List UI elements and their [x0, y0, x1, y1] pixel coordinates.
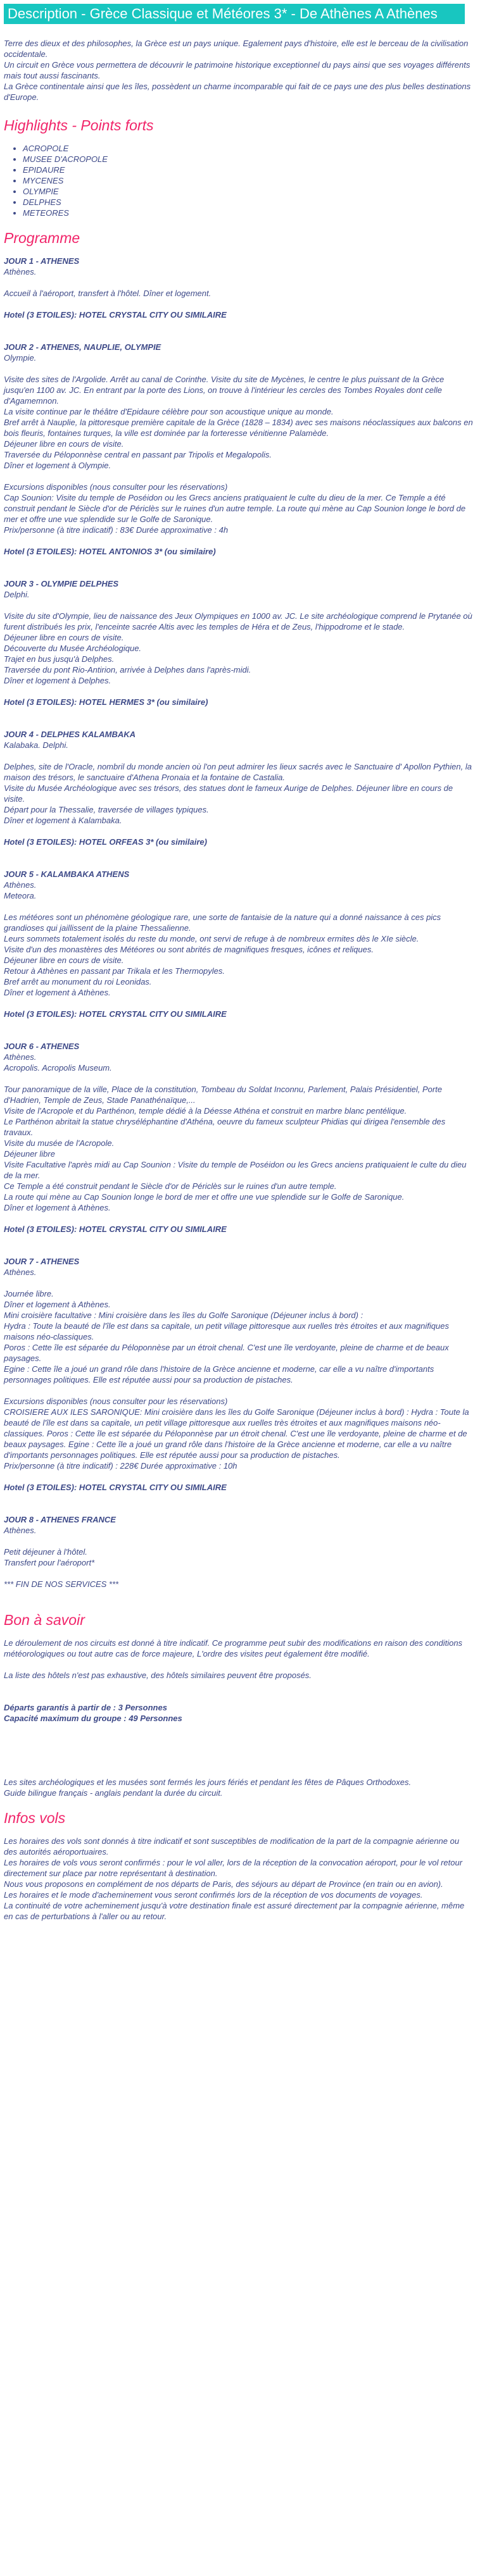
day-line: Transfert pour l'aéroport* [4, 1558, 95, 1567]
day-line: Bref arrêt au monument du roi Leonidas. [4, 977, 152, 986]
day-line: Déjeuner libre en cours de visite. [4, 633, 124, 642]
day-line: Dîner et logement à Athènes. [4, 1203, 111, 1212]
day-line [4, 998, 474, 1009]
day-line [4, 901, 474, 912]
day-line: Acropolis. Acropolis Museum. [4, 1063, 112, 1073]
day-line: Retour à Athènes en passant par Trikala et les Thermopyles. [4, 966, 225, 976]
day-line: Dîner et logement à Delphes. [4, 676, 111, 685]
day-line: Athènes. [4, 880, 37, 890]
day-line [4, 600, 474, 611]
highlight-item: • ACROPOLE [23, 143, 474, 154]
day-line: Trajet en bus jusqu'à Delphes. [4, 654, 115, 664]
highlights-list [4, 143, 474, 218]
highlight-item: • MYCENES [23, 175, 474, 186]
day-line: Egine : Cette île a joué un grand rôle dans l'histoire de la Grèce ancienne et moderne, car elle a vu naître d'importants personnages politiques. Elle est réputée aussi pour sa production de pistaches. [4, 1364, 434, 1384]
programme-day [4, 1256, 474, 1514]
day-line: Petit déjeuner à l'hôtel. [4, 1547, 87, 1557]
day-line [4, 1385, 474, 1396]
intro-paragraph: Un circuit en Grèce vous permettera de découvrir le patrimoine historique exceptionnel du pays ainsi que ses voyages différents mais tout aussi fascinants. [4, 60, 471, 80]
infos-vols-section [4, 1809, 474, 1922]
day-line: Kalabaka. Delphi. [4, 740, 68, 750]
highlight-item: • DELPHES [23, 197, 474, 208]
day-line: Déjeuner libre en cours de visite. [4, 955, 124, 965]
intro-paragraph: Terre des dieux et des philosophes, la Grèce est un pays unique. Egalement pays d'histoire, elle est le berceau de la civilisation occidentale. [4, 39, 469, 59]
page-title: Description - Grèce Classique et Météores 3* - De Athènes A Athènes [4, 4, 465, 24]
day-line: CROISIERE AUX ILES SARONIQUE: Mini croisière dans les îles du Golfe Saronique (Déjeuner inclus à bord) : Hydra : Toute la beauté de l'île est dans sa capitale, un petit village pittoresque aux ruelles très étroites et aux magnifiques maisons néo-classiques. Poros : Cette île est séparée du Péloponnèse par un étroit chenal. C'est une île verdoyante, pleine de charme et de beaux paysages. Egine : Cette île a joué un grand rôle dans l'histoire de la Grèce ancienne et moderne, car elle a vu naître d'importants personnages politiques. Elle est réputée aussi pour sa production de pistaches. [4, 1407, 469, 1460]
day-line: Les météores sont un phénomène géologique rare, une sorte de fantaisie de la nature qui a donné naissance à ces pics grandioses qui jaillissent de la plaine Thessalienne. [4, 912, 441, 933]
day-title: JOUR 6 - ATHENES [4, 1042, 80, 1051]
day-line: Delphes, site de l'Oracle, nombril du monde ancien où l'on peut admirer les lieux sacrés avec le Sanctuaire d' Apollon Pythien, la maison des trésors, le sanctuaire d'Athena Pronaia et la fontaine de Castalia. [4, 762, 472, 782]
day-line: Accueil à l'aéroport, transfert à l'hôtel. Dîner et logement. [4, 289, 212, 298]
day-line [4, 535, 474, 546]
day-title: JOUR 4 - DELPHES KALAMBAKA [4, 730, 136, 739]
programme-day [4, 729, 474, 869]
day-line: Athènes. [4, 1267, 37, 1277]
intro [4, 38, 474, 103]
day-line: Mini croisière facultative : Mini croisière dans les îles du Golfe Saronique (Déjeuner inclus à bord) : [4, 1310, 363, 1320]
highlights-section [4, 116, 474, 218]
day-line: Dîner et logement à Athènes. [4, 988, 111, 997]
programme-section [4, 229, 474, 1611]
day-title: JOUR 8 - ATHENES FRANCE [4, 1515, 116, 1524]
day-title: JOUR 2 - ATHENES, NAUPLIE, OLYMPIE [4, 342, 161, 352]
day-line [4, 826, 474, 837]
day-line: Leurs sommets totalement isolés du reste du monde, ont servi de refuge à de nombreux ermites dès le XIe siècle. [4, 934, 419, 943]
day-line: Déjeuner libre en cours de visite. [4, 439, 124, 449]
day-title: JOUR 3 - OLYMPIE DELPHES [4, 579, 119, 588]
highlight-item: • MUSEE D'ACROPOLE [23, 154, 474, 165]
day-line: Déjeuner libre [4, 1149, 55, 1159]
highlight-item: • OLYMPIE [23, 186, 474, 197]
infos-vols-paragraph: Les horaires et le mode d'acheminement vous seront confirmés lors de la réception de vos documents de voyages. [4, 1890, 423, 1900]
highlight-item: • EPIDAURE [23, 165, 474, 175]
programme-day [4, 256, 474, 342]
day-title: JOUR 7 - ATHENES [4, 1257, 80, 1266]
day-line: La route qui mène au Cap Sounion longe le bord de mer et offre une vue splendide sur le Golfe de Saronique. [4, 1192, 405, 1202]
day-line: Visite du site d'Olympie, lieu de naissance des Jeux Olympiques en 1000 av. JC. Le site archéologique comprend le Prytanée où furent distribués les prix, l'enceinte sacrée Altis avec les temples de Héra et de Zeus, l'hippodrome et le stade. [4, 611, 472, 632]
day-line: Delphi. [4, 590, 30, 599]
day-line: Excursions disponibles (nous consulter pour les réservations) [4, 482, 228, 492]
day-hotel: Hotel (3 ETOILES): HOTEL CRYSTAL CITY OU SIMILAIRE [4, 1224, 227, 1234]
programme-day [4, 342, 474, 578]
day-line: Visite d'un des monastères des Météores ou sont abrités de magnifiques fresques, icônes et reliques. [4, 945, 374, 954]
day-hotel: Hotel (3 ETOILES): HOTEL ORFEAS 3* (ou similaire) [4, 837, 207, 847]
programme-day [4, 1514, 474, 1611]
day-line: Athènes. [4, 1526, 37, 1535]
day-line: *** FIN DE NOS SERVICES *** [4, 1579, 119, 1589]
day-line [4, 1536, 474, 1546]
day-line: Hydra : Toute la beauté de l'île est dans sa capitale, un petit village pittoresque aux ruelles très étroites et aux magnifiques maisons néo-classiques. [4, 1321, 449, 1341]
day-line [4, 1568, 474, 1579]
departs-garantis: Départs garantis à partir de : 3 Personnes [4, 1703, 167, 1712]
capacite-maximum: Capacité maximum du groupe : 49 Personnes [4, 1714, 182, 1723]
infos-vols-paragraph: La continuité de votre acheminement jusqu'à votre destination finale est assuré directement par la compagnie aérienne, même en cas de perturbations à l'aller ou au retour. [4, 1901, 465, 1921]
programme-heading: Programme [4, 230, 80, 246]
intro-paragraph: La Grèce continentale ainsi que les îles, possèdent un charme incomparable qui fait de ce pays une des plus belles destinations d'Europe. [4, 82, 471, 102]
day-line: Bref arrêt à Nauplie, la pittoresque première capitale de la Grèce (1828 – 1834) avec ses maisons néoclassiques aux balcons en bois fleuris, fontaines turques, la ville est dominée par la forteresse vénitienne Palamède. [4, 418, 473, 438]
programme-day [4, 1041, 474, 1256]
highlights-heading: Highlights - Points forts [4, 117, 154, 134]
day-line: Athènes. [4, 1052, 37, 1062]
day-line: Visite des sites de l'Argolide. Arrêt au canal de Corinthe. Visite du site de Mycènes, le centre le plus puissant de la Grèce jusqu'en 1100 av. JC. En entrant par la porte des Lions, on trouve à l'intérieur les cercles des Tombes Royales dont celle d'Agamemnon. [4, 375, 445, 406]
day-line: Visite du Musée Archéologique avec ses trésors, des statues dont le fameux Aurige de Delphes. Déjeuner libre en cours de visite. [4, 783, 453, 804]
day-line [4, 299, 474, 309]
day-line: Cap Sounion: Visite du temple de Poséidon ou les Grecs anciens pratiquaient le culte du dieu de la mer. Ce Temple a été construit pendant le Siècle d'or de Périclès sur le ruines d'un autre temple. La route qui mène au Cap Sounion longe le bord de mer et offre une vue splendide sur le Golfe de Saronique. [4, 493, 466, 524]
day-line [4, 1213, 474, 1224]
bon-a-savoir-note: Les sites archéologiques et les musées sont fermés les jours fériés et pendant les fêtes de Pâques Orthodoxes. [4, 1777, 412, 1787]
day-hotel: Hotel (3 ETOILES): HOTEL HERMES 3* (ou similaire) [4, 697, 208, 707]
infos-vols-paragraph: Les horaires de vols vous seront confirmés : pour le vol aller, lors de la réception de la convocation aéroport, pour le vol retour directement sur place par notre représentant à destination. [4, 1858, 463, 1878]
day-line [4, 471, 474, 482]
day-line: Prix/personne (à titre indicatif) : 228€ Durée approximative : 10h [4, 1461, 237, 1471]
highlight-item: • METEORES [23, 208, 474, 218]
day-line: Dîner et logement à Athènes. [4, 1300, 111, 1309]
day-hotel: Hotel (3 ETOILES): HOTEL CRYSTAL CITY OU SIMILAIRE [4, 310, 227, 320]
day-line: Visite Facultative l'après midi au Cap Sounion : Visite du temple de Poséidon ou les Grecs anciens pratiquaient le culte du dieu de la mer. [4, 1160, 467, 1180]
day-line: Poros : Cette île est séparée du Péloponnèse par un étroit chenal. C'est une île verdoyante, pleine de charme et de beaux paysages. [4, 1343, 449, 1363]
day-title: JOUR 5 - KALAMBAKA ATHENS [4, 869, 130, 879]
programme-day [4, 578, 474, 729]
day-line [4, 750, 474, 761]
day-hotel: Hotel (3 ETOILES): HOTEL CRYSTAL CITY OU SIMILAIRE [4, 1483, 227, 1492]
programme-days [4, 256, 474, 1611]
programme-day [4, 869, 474, 1041]
day-hotel: Hotel (3 ETOILES): HOTEL CRYSTAL CITY OU SIMILAIRE [4, 1009, 227, 1019]
infos-vols-heading: Infos vols [4, 1810, 66, 1826]
day-line: Ce Temple a été construit pendant le Siècle d'or de Périclès sur le ruines d'un autre temple. [4, 1181, 337, 1191]
day-line: Le Parthénon abritait la statue chryséléphantine d'Athéna, oeuvre du fameux sculpteur Phidias qui dirigea l'ensemble des travaux. [4, 1117, 446, 1137]
day-line: Olympie. [4, 353, 37, 363]
day-line: Journée libre. [4, 1289, 54, 1298]
day-line: Dîner et logement à Olympie. [4, 461, 111, 470]
bon-a-savoir-note: Guide bilingue français - anglais pendant la durée du circuit. [4, 1788, 223, 1798]
infos-vols-paragraph: Nous vous proposons en complément de nos départs de Paris, des séjours au départ de Province (en train ou en avion). [4, 1879, 443, 1889]
day-line: Meteora. [4, 891, 37, 900]
day-line: Visite du musée de l'Acropole. [4, 1138, 115, 1148]
day-line [4, 363, 474, 374]
infos-vols-paragraph: Les horaires des vols sont donnés à titre indicatif et sont susceptibles de modification de la part de la compagnie aérienne ou des autorités aéroportuaires. [4, 1836, 460, 1857]
day-line: Athènes. [4, 267, 37, 277]
day-line [4, 1073, 474, 1084]
day-line [4, 686, 474, 697]
day-line: La visite continue par le théâtre d'Epidaure célèbre pour son acoustique unique au monde. [4, 407, 334, 416]
day-line: Départ pour la Thessalie, traversée de villages typiques. [4, 805, 209, 814]
day-line: Prix/personne (à titre indicatif) : 83€ Durée approximative : 4h [4, 525, 229, 535]
bon-a-savoir-section [4, 1611, 474, 1798]
bon-a-savoir-paragraph: Le déroulement de nos circuits est donné à titre indicatif. Ce programme peut subir des modifications en raison des conditions météorologiques ou tout autre cas de force majeure, L'ordre des visites peut également être modifié. [4, 1638, 463, 1658]
day-line: Visite de l'Acropole et du Parthénon, temple dédié à la Déesse Athéna et construit en marbre blanc pentélique. [4, 1106, 407, 1116]
bon-a-savoir-paragraph: La liste des hôtels n'est pas exhaustive, des hôtels similaires peuvent être proposés. [4, 1671, 312, 1680]
day-line: Traversée du pont Rio-Antirion, arrivée à Delphes dans l'après-midi. [4, 665, 251, 675]
day-line [4, 1471, 474, 1482]
day-line: Découverte du Musée Archéologique. [4, 644, 142, 653]
bon-a-savoir-heading: Bon à savoir [4, 1612, 85, 1628]
day-line: Traversée du Péloponnèse central en passant par Tripolis et Megalopolis. [4, 450, 272, 459]
day-line: Dîner et logement à Kalambaka. [4, 816, 122, 825]
day-line [4, 277, 474, 288]
day-line: Excursions disponibles (nous consulter pour les réservations) [4, 1397, 228, 1406]
day-hotel: Hotel (3 ETOILES): HOTEL ANTONIOS 3* (ou similaire) [4, 547, 216, 556]
day-line [4, 1278, 474, 1288]
day-title: JOUR 1 - ATHENES [4, 256, 80, 266]
day-line: Tour panoramique de la ville, Place de la constitution, Tombeau du Soldat Inconnu, Parlement, Palais Présidentiel, Porte d'Hadrien, Temple de Zeus, Stade Panathénaïque,... [4, 1085, 443, 1105]
